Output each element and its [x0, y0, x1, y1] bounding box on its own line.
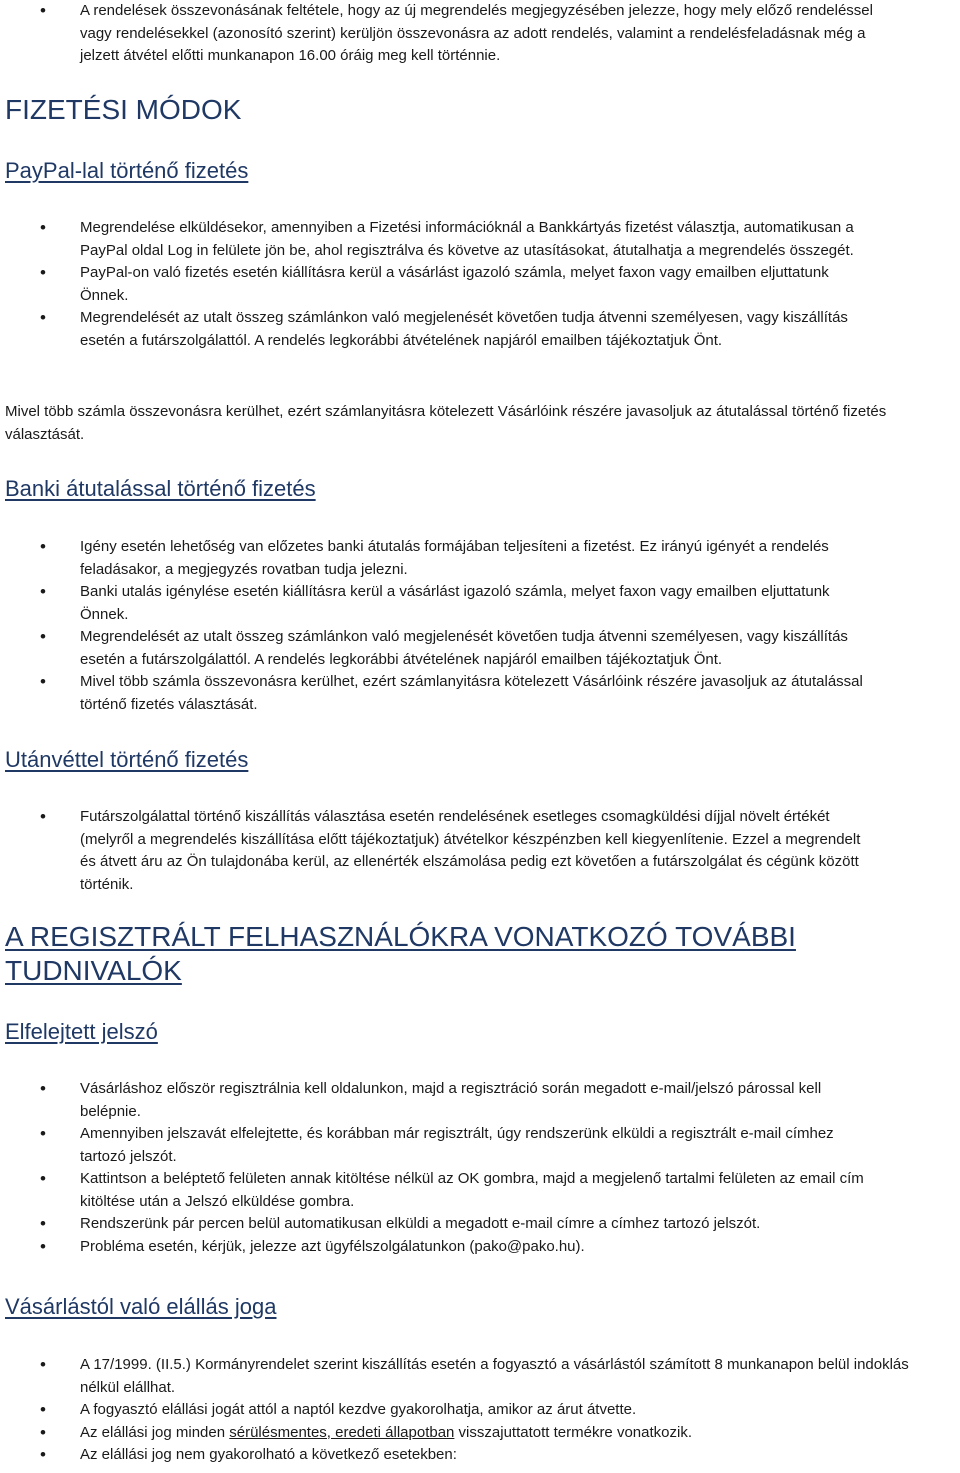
list-item: • Megrendelése elküldésekor, amennyiben a Fizetési információknál a Bankkártyás fizetést választja, automatikusan a PayPal oldal Log in felülete jön be, ahol regisztrálva és követve az utasításokat, átutalhatja a megrendelés összegét.: [0, 217, 880, 262]
list-item: • Kattintson a beléptető felületen annak kitöltése nélkül az OK gombra, majd a megjelenő tartalmi felületen az email cím kitöltése után a Jelszó elküldése gombra.: [0, 1168, 880, 1213]
heading-elfelejtett-jelszo: Elfelejtett jelszó: [5, 1019, 158, 1044]
section-title-regisztralt: A REGISZTRÁLT FELHASZNÁLÓKRA VONATKOZÓ TOVÁBBI TUDNIVALÓK: [5, 921, 796, 986]
banki-bullet-list: [0, 536, 880, 716]
list-item: • A rendelések összevonásának feltétele, hogy az új megrendelés megjegyzésében jelezze, hogy mely előző rendeléssel vagy rendelésekkel (azonosító szerint) kerüljön összevonásra az adott rendelés, valamint a rendelésfeladásnak még a jelzett átvétel előtti munkanapon 16.00 óráig meg kell történnie.: [0, 0, 880, 68]
list-item: • Amennyiben jelszavát elfelejtette, és korábban már regisztrált, úgy rendszerünk elküldi a regisztrált e-mail címhez tartozó jelszót.: [0, 1123, 880, 1168]
elfelejtett-bullet-list: [0, 1078, 880, 1258]
list-item: • Az elállási jog nem gyakorolható a következő esetekben:: [0, 1444, 930, 1467]
list-item: • Megrendelését az utalt összeg számlánkon való megjelenését követően tudja átvenni személyesen, vagy kiszállítás esetén a futárszolgálattól. A rendelés legkorábbi átvételének napjáról emailben tájékoztatjuk Önt.: [0, 307, 880, 352]
list-item: • Igény esetén lehetőség van előzetes banki átutalás formájában teljesíteni a fizetést. Ez irányú igényét a rendelés feladásakor, a megjegyzés rovatban tudja jelezni.: [0, 536, 880, 581]
list-item-text: visszajuttatott termékre vonatkozik.: [454, 1423, 692, 1441]
list-item: • Vásárláshoz először regisztrálnia kell oldalunkon, majd a regisztráció során megadott e-mail/jelszó párossal kell belépnie.: [0, 1078, 880, 1123]
list-item: • A fogyasztó elállási jogát attól a naptól kezdve gyakorolhatja, amikor az árut átvette.: [0, 1399, 930, 1422]
section-title-fizetesi-modok: FIZETÉSI MÓDOK: [5, 94, 242, 125]
list-item: • Megrendelését az utalt összeg számlánkon való megjelenését követően tudja átvenni személyesen, vagy kiszállítás esetén a futárszolgálattól. A rendelés legkorábbi átvételének napjáról emailben tájékoztatjuk Önt.: [0, 626, 880, 671]
list-item: • A 17/1999. (II.5.) Kormányrendelet szerint kiszállítás esetén a fogyasztó a vásárlástól számított 8 munkanapon belül indoklás nélkül elállhat.: [0, 1354, 930, 1399]
heading-utanvet: Utánvéttel történő fizetés: [5, 747, 249, 772]
list-item: • Rendszerünk pár percen belül automatikusan elküldi a megadott e-mail címre a címhez tartozó jelszót.: [0, 1213, 880, 1236]
paypal-note-paragraph: Mivel több számla összevonásra kerülhet, ezért számlanyitásra kötelezett Vásárlóink részére javasoljuk az átutalással történő fizetés választását.: [5, 403, 887, 443]
list-item: • Banki utalás igénylése esetén kiállításra kerül a vásárlást igazoló számla, melyet faxon vagy emailben eljuttatunk Önnek.: [0, 581, 880, 626]
list-item: • PayPal-on való fizetés esetén kiállításra kerül a vásárlást igazoló számla, melyet faxon vagy emailben eljuttatunk Önnek.: [0, 262, 880, 307]
utanvet-bullet-list: [0, 806, 880, 896]
intro-bullet-list: [0, 0, 880, 68]
list-item: [0, 1422, 930, 1445]
list-item-text: Az elállási jog minden: [80, 1423, 230, 1441]
heading-paypal: PayPal-lal történő fizetés: [5, 158, 249, 183]
list-item: • Futárszolgálattal történő kiszállítás választása esetén rendelésének esetleges csomagküldési díjjal növelt értékét (melyről a megrendelés kiszállítása előtt tájékoztatjuk) átvételkor készpénzben kell kiegyenlítenie. Ezzel a megrendelt és átvett áru az Ön tulajdonába kerül, az ellenérték elszámolása pedig ezt követően a futárszolgálat és cégünk között történik.: [0, 806, 880, 896]
paypal-bullet-list: [0, 217, 880, 352]
heading-banki-atutalas: Banki átutalással történő fizetés: [5, 476, 316, 501]
list-item: • Probléma esetén, kérjük, jelezze azt ügyfélszolgálatunkon (pako@pako.hu).: [0, 1236, 880, 1259]
heading-elallas-joga: Vásárlástól való elállás joga: [5, 1294, 277, 1319]
elallas-bullet-list: [0, 1354, 930, 1467]
underlined-phrase: sérülésmentes, eredeti állapotban: [229, 1423, 455, 1441]
list-item: • Mivel több számla összevonásra kerülhet, ezért számlanyitásra kötelezett Vásárlóink részére javasoljuk az átutalással történő fizetés választását.: [0, 671, 880, 716]
